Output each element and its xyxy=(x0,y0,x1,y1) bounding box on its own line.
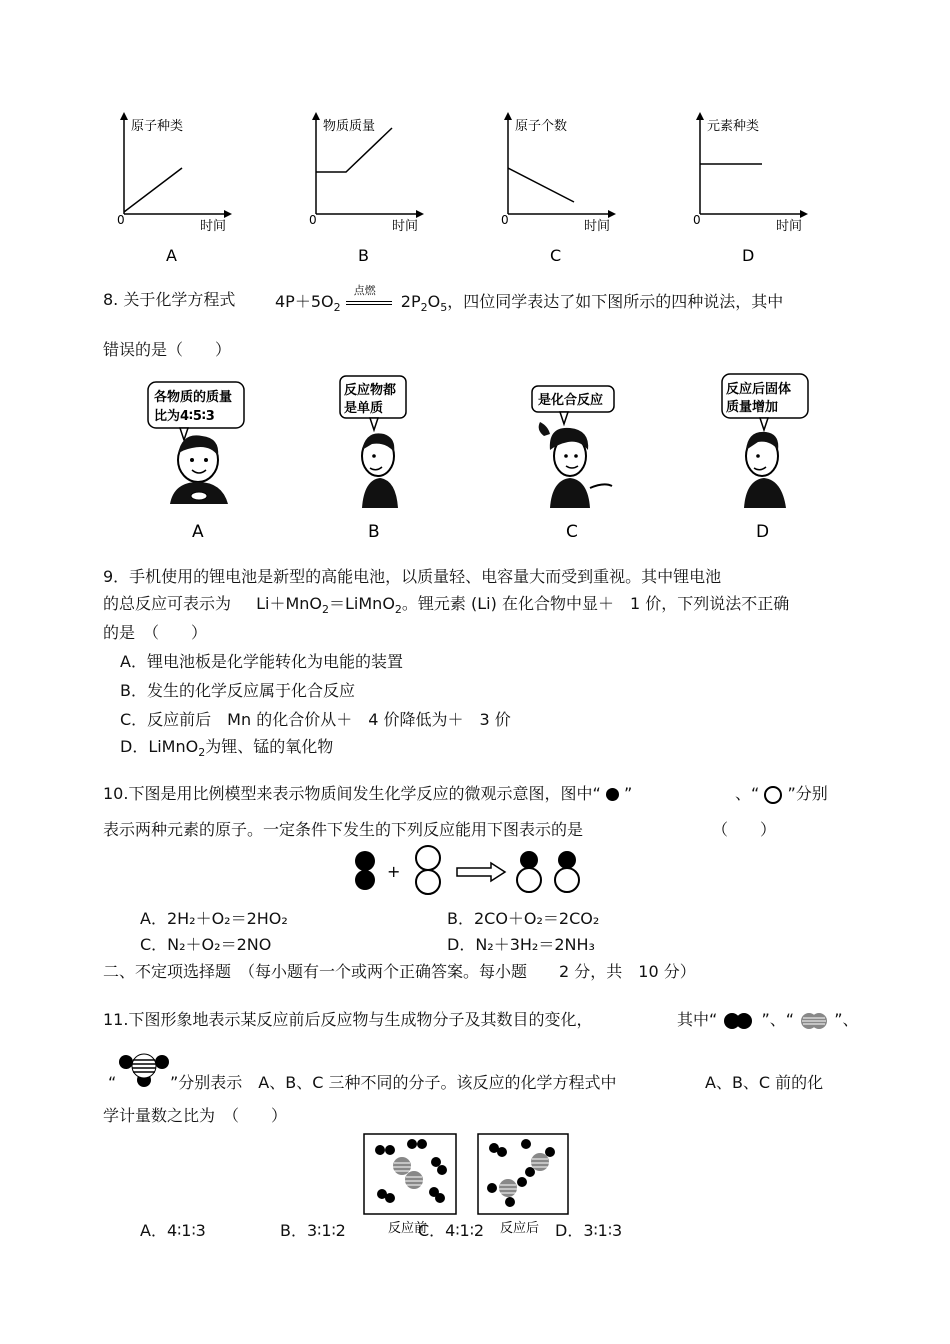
q9-d-post: 为锂、锰的氧化物 xyxy=(205,737,334,756)
q9-line2 xyxy=(103,594,789,620)
person-d xyxy=(722,374,808,542)
q9-option-d xyxy=(120,737,333,763)
q8-eq-right-o: O xyxy=(427,292,441,311)
q9-line2c: 2 xyxy=(322,603,330,617)
q8-stem xyxy=(103,290,235,310)
graph-b-letter: B xyxy=(358,246,369,265)
bubble-a-line1: 各物质的质量 xyxy=(154,390,233,405)
q9-d-sub: 2 xyxy=(198,746,206,760)
graph-d-xlabel: 时间 xyxy=(776,219,803,234)
q8-equation xyxy=(275,283,784,318)
person-b-letter: B xyxy=(368,522,380,542)
q8-eq-right: 2P xyxy=(400,292,421,311)
q10-line2: 表示两种元素的原子。一定条件下发生的下列反应能用下图表示的是 xyxy=(103,820,584,839)
q8-eq-right-sub2: 5 xyxy=(440,301,448,315)
q8-eq-right-sub1: 2 xyxy=(420,301,428,315)
white-atom-icon xyxy=(764,786,782,804)
graph-a-letter: A xyxy=(166,246,177,265)
molecule-a-icon xyxy=(722,1011,756,1031)
q11-line1-right xyxy=(677,1010,859,1031)
bubble-d-line1: 反应后固体 xyxy=(726,382,792,397)
q8-condition xyxy=(346,283,396,311)
q11-line2 xyxy=(108,1073,116,1093)
graph-a-xlabel: 时间 xyxy=(200,219,227,234)
graph-c-origin: 0 xyxy=(501,213,509,227)
graph-b-origin: 0 xyxy=(309,213,317,227)
after-label: 反应后 xyxy=(500,1221,540,1236)
person-d-letter: D xyxy=(756,522,770,542)
graph-b xyxy=(309,112,424,265)
q10-option-b: B．2CO＋O₂＝2CO₂ xyxy=(447,909,600,928)
q8-prefix: 8. 关于化学方程式 xyxy=(103,290,236,309)
q8-eq-left: 4P＋5O xyxy=(275,292,334,311)
q8-suffix: ，四位同学表达了如下图所示的四种说法，其中 xyxy=(447,292,784,311)
person-a xyxy=(148,382,244,542)
q10-line1 xyxy=(103,784,632,804)
q11-line2-right: A、B、C 前的化 xyxy=(705,1073,824,1092)
q11-line2a: “ xyxy=(108,1073,117,1092)
q8-eq-left-sub: 2 xyxy=(333,301,341,315)
graph-a-ylabel: 原子种类 xyxy=(131,119,184,134)
graph-d-letter: D xyxy=(742,246,755,265)
molecule-c-icon xyxy=(118,1052,170,1088)
bubble-d-line2: 质量增加 xyxy=(726,400,779,415)
q9-option-b: B．发生的化学反应属于化合反应 xyxy=(120,681,355,700)
arrow-icon xyxy=(457,863,505,881)
q11-line1b: 其中“ xyxy=(677,1010,718,1029)
q8-line2: 错误的是（ ） xyxy=(103,340,232,359)
q9-line2e: 2 xyxy=(394,603,402,617)
person-c-letter: C xyxy=(566,522,578,542)
graph-a xyxy=(117,112,232,265)
q11-option-c: C．4∶1∶2 xyxy=(418,1221,485,1240)
person-c xyxy=(532,386,614,542)
q8-figure xyxy=(130,370,820,546)
q10-plus: + xyxy=(387,862,401,881)
q9-line2b: Li＋MnO xyxy=(256,594,323,613)
graph-c-ylabel: 原子个数 xyxy=(515,119,568,134)
q10-line1-right xyxy=(735,784,828,804)
q10-line1a: 10.下图是用比例模型来表示物质间发生化学反应的微观示意图，图中“ xyxy=(103,784,601,803)
bubble-b-line2: 是单质 xyxy=(344,401,384,416)
black-atom-icon xyxy=(606,788,619,801)
q10-option-c: C．N₂＋O₂＝2NO xyxy=(140,935,272,954)
q11-line2-mid: ”分别表示 A、B、C 三种不同的分子。该反应的化学方程式中 xyxy=(170,1073,617,1092)
q10-paren: （ ） xyxy=(712,820,777,839)
graph-d-ylabel: 元素种类 xyxy=(707,119,760,134)
graph-b-xlabel: 时间 xyxy=(392,219,419,234)
q11-line1d: ”、 xyxy=(834,1010,859,1029)
graph-a-origin: 0 xyxy=(117,213,125,227)
bubble-a-line2: 比为4∶5∶3 xyxy=(154,409,215,424)
graph-d xyxy=(693,112,808,265)
q10-line1d: ”分别 xyxy=(787,784,828,803)
q11-line1c: ”、“ xyxy=(761,1010,795,1029)
person-b xyxy=(340,376,406,542)
q8-double-line xyxy=(346,301,392,305)
q9-line2d: ＝LiMnO xyxy=(329,594,395,613)
q9-line1: 9．手机使用的锂电池是新型的高能电池，以质量轻、电容量大而受到重视。其中锂电池 xyxy=(103,567,722,586)
q9-option-c: C．反应前后 Mn 的化合价从＋ 4 价降低为＋ 3 价 xyxy=(120,710,511,729)
bubble-b-line1: 反应物都 xyxy=(344,383,397,398)
graph-c xyxy=(501,112,616,265)
q9-option-a: A．锂电池板是化学能转化为电能的装置 xyxy=(120,652,403,671)
q10-line1b: ” xyxy=(623,784,633,803)
q11-option-d: D．3∶1∶3 xyxy=(555,1221,623,1240)
graph-c-letter: C xyxy=(550,246,562,265)
q11-line3: 学计量数之比为 （ ） xyxy=(103,1106,288,1125)
bubble-c-line1: 是化合反应 xyxy=(538,393,604,408)
molecule-b-icon xyxy=(799,1011,829,1031)
q10-reaction-diagram xyxy=(345,844,610,900)
q9-line3: 的是 （ ） xyxy=(103,623,208,642)
q9-line2a: 的总反应可表示为 xyxy=(103,594,232,613)
before-label: 反应前 xyxy=(388,1221,428,1236)
q11-option-a: A．4∶1∶3 xyxy=(140,1221,206,1240)
q11-option-b: B．3∶1∶2 xyxy=(280,1221,346,1240)
graph-d-origin: 0 xyxy=(693,213,701,227)
q9-line2f: 。锂元素 (Li) 在化合物中显＋ 1 价，下列说法不正确 xyxy=(401,594,790,613)
q11-line1: 11.下图形象地表示某反应前后反应物与生成物分子及其数目的变化， xyxy=(103,1010,593,1029)
q9-d-pre: D．LiMnO xyxy=(120,737,199,756)
graphs-figure xyxy=(100,108,830,273)
section-2-heading: 二、不定项选择题 （每小题有一个或两个正确答案。每小题 2 分，共 10 分） xyxy=(103,962,696,981)
graph-c-xlabel: 时间 xyxy=(584,219,611,234)
q10-option-a: A．2H₂＋O₂＝2HO₂ xyxy=(140,909,288,928)
q10-option-d: D．N₂＋3H₂＝2NH₃ xyxy=(447,935,595,954)
q8-condition-text: 点燃 xyxy=(353,283,376,297)
graph-b-ylabel: 物质质量 xyxy=(323,119,376,134)
person-a-letter: A xyxy=(192,522,204,542)
q10-line1c: 、“ xyxy=(735,784,760,803)
